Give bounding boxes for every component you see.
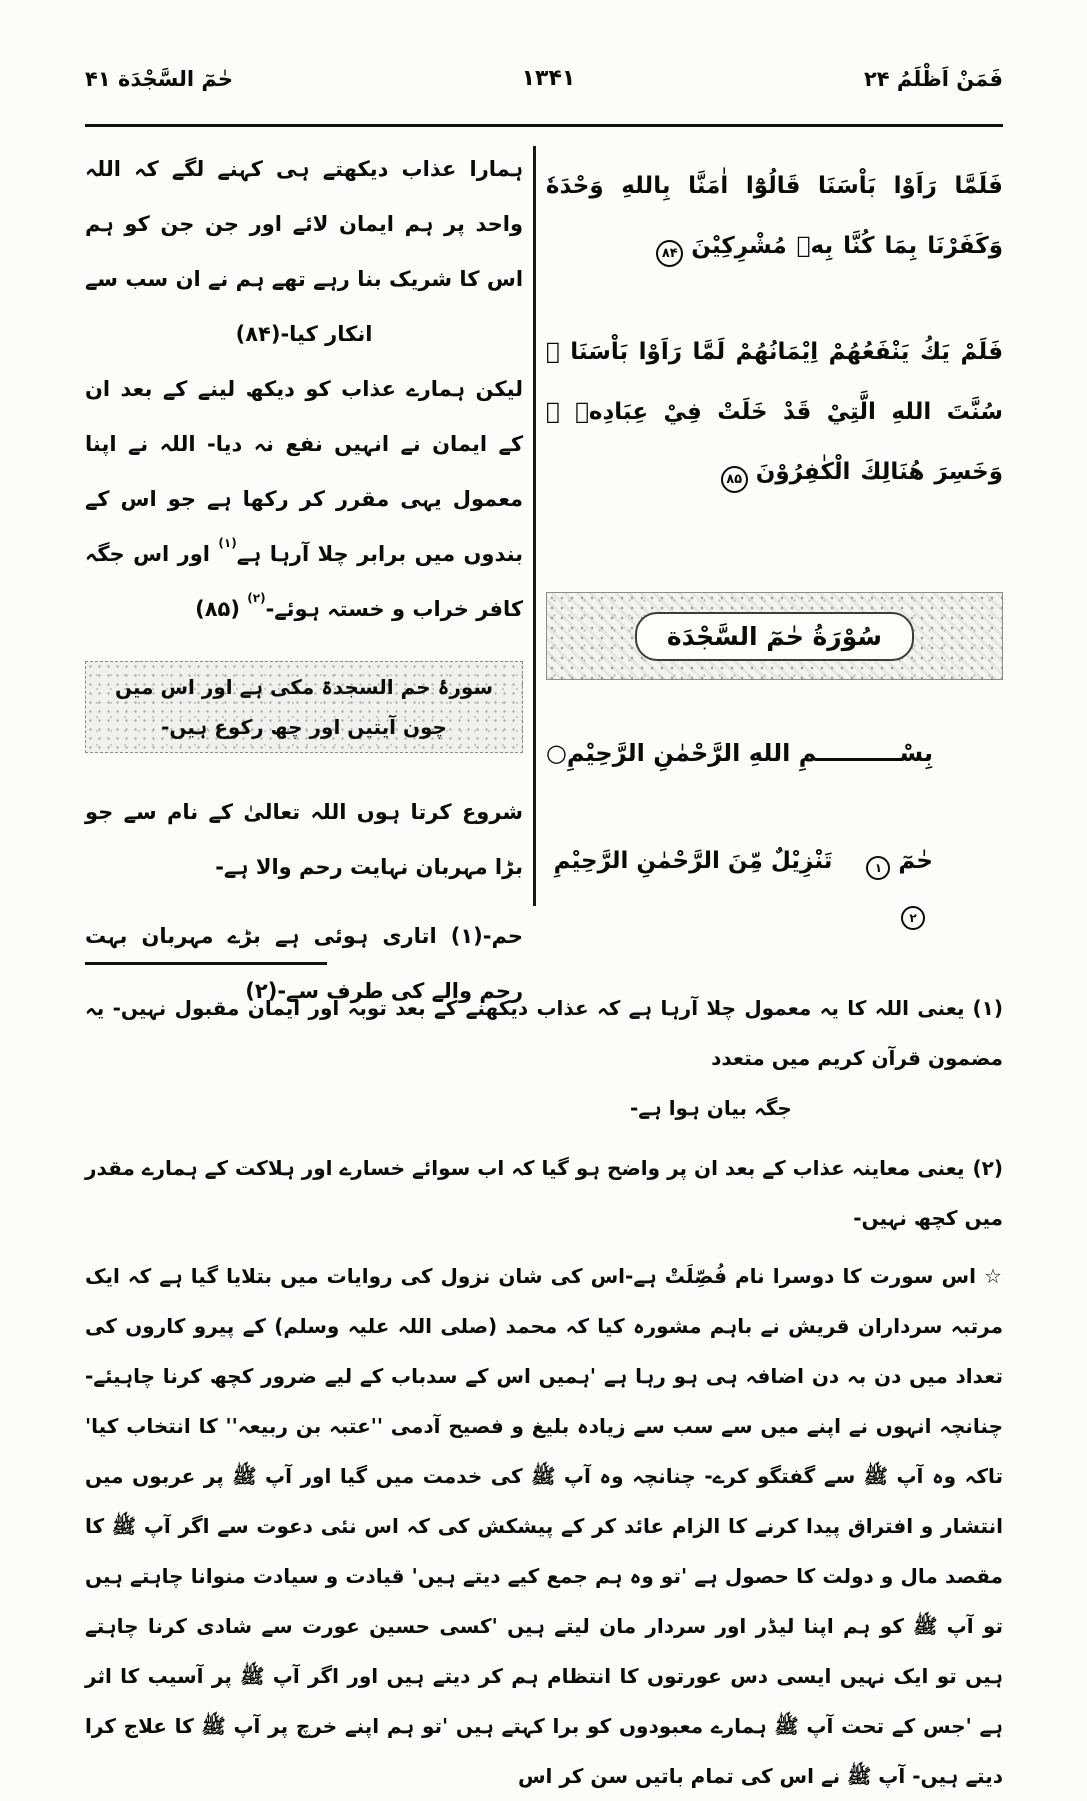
translation-verse-85: [85, 362, 523, 637]
footnote-1-marker: (۱): [972, 996, 1003, 1020]
translation-verse-85-number: (۸۵): [195, 597, 248, 621]
footnote-2-marker: (۲): [972, 1156, 1003, 1180]
translation-verse-84: ہمارا عذاب دیکھتے ہی کہنے لگے کہ اللہ واحد پر ہم ایمان لائے اور جن جن کو ہم اس کا شریک بنا رہے تھے ہم نے ان سب سے انکار کیا-(۸۴): [85, 157, 524, 346]
star-icon: ☆: [983, 1264, 1003, 1288]
arabic-verse-84-text: فَلَمَّا رَاَوْا بَاْسَنَا قَالُوْٓا اٰمَنَّا بِاللهِ وَحْدَهٗ وَكَفَرْنَا بِمَا كُنَّا بِهٖ مُشْرِكِيْنَ: [545, 173, 1003, 259]
bismillah-arabic: بِسْــــــــــمِ اللهِ الرَّحْمٰنِ الرَّحِيْمِ○: [545, 739, 933, 767]
footnotes-section: [85, 962, 1003, 1801]
juz-running-title: فَمَنْ اَظْلَمُ ۲۴: [863, 67, 1003, 91]
footnote-2: [85, 1143, 1003, 1243]
page-number: ۱۳۴۱: [521, 66, 576, 91]
footnote-separator: [85, 962, 327, 965]
arabic-verse-84: [546, 142, 1003, 276]
quran-column: [545, 142, 1003, 925]
main-content: [85, 142, 1003, 1003]
arabic-verses-1-2: [546, 836, 1003, 936]
surah-info-box: [85, 661, 523, 753]
surah-title-cartouche: سُوْرَةُ حٰمٓ السَّجْدَة: [635, 612, 914, 661]
ayah-number-85: ۸۵: [721, 466, 748, 493]
footnote-2-text: یعنی معاینہ عذاب کے بعد ان پر واضح ہو گیا کہ اب سوائے خسارے اور ہلاکت کے ہمارے مقدر میں کچھ نہیں-: [85, 1156, 1003, 1230]
arabic-verse-2-text: تَنْزِيْلٌ مِّنَ الرَّحْمٰنِ الرَّحِيْمِ: [553, 848, 833, 874]
footnote-1-continuation: جگہ بیان ہوا ہے-: [630, 1096, 792, 1120]
translation-column: [85, 142, 524, 1003]
footnote-ref-1: (۱): [218, 536, 237, 550]
surah-running-title: حٰمٓ السَّجْدَة ۴۱: [85, 67, 233, 91]
bismillah-translation: شروع کرتا ہوں اللہ تعالیٰ کے نام سے جو بڑا مہربان نہایت رحم والا ہے-: [85, 800, 524, 879]
ayah-number-1: ۱: [866, 856, 890, 880]
arabic-verse-1-text: حٰمٓ: [898, 848, 933, 874]
header-rule: [85, 124, 1003, 127]
ayah-number-2: ۲: [901, 906, 925, 930]
arabic-verse-85-text: فَلَمْ يَكُ يَنْفَعُهُمْ اِيْمَانُهُمْ لَمَّا رَاَوْا بَاْسَنَا ۚ سُنَّتَ اللهِ الَّتِيْ قَدْ خَلَتْ فِيْ عِبَادِهٖ ۚ وَخَسِرَ هُنَالِكَ الْكٰفِرُوْنَ: [545, 339, 1003, 485]
footnote-1: [85, 983, 1003, 1083]
surah-info-text: سورۂ حم السجدۃ مکی ہے اور اس میں چون آیتیں اور چھ رکوع ہیں-: [114, 675, 494, 739]
arabic-verse-85: [546, 322, 1003, 502]
translation-verse-85-text-1: لیکن ہمارے عذاب کو دیکھ لینے کے بعد ان کے ایمان نے انہیں نفع نہ دیا- اللہ نے اپنا معمول یہی مقرر کر رکھا ہے جو اس کے بندوں میں برابر چلا آرہا ہے: [85, 377, 524, 566]
footnote-1-text: یعنی اللہ کا یہ معمول چلا آرہا ہے کہ عذاب دیکھنے کے بعد توبہ اور ایمان مقبول نہیں- یہ مضمون قرآن کریم میں متعدد: [85, 996, 1003, 1070]
footnote-star: [85, 1251, 1003, 1801]
page-header: [85, 66, 1003, 91]
footnote-star-text: اس سورت کا دوسرا نام فُصِّلَتْ ہے-اس کی شان نزول کی روایات میں بتلایا گیا ہے کہ ایک مرتبہ سرداران قریش نے باہم مشورہ کیا کہ محمد (صلی اللہ علیہ وسلم) کے پیرو کاروں کی تعداد میں دن بہ دن اضافہ ہی ہو رہا ہے 'ہمیں اس کے سدباب کے لیے ضرور کچھ کرنا چاہیئے- چنانچہ انہوں نے اپنے میں سے سب سے زیادہ بلیغ و فصیح آدمی ''عتبہ بن ربیعہ'' کا انتخاب کیا' تاکہ وہ آپ ﷺ سے گفتگو کرے- چنانچہ وہ آپ ﷺ کی خدمت میں گیا اور آپ ﷺ پر عربوں میں انتشار و افتراق پیدا کرنے کا الزام عائد کر کے پیشکش کی کہ اس نئی دعوت سے اگر آپ ﷺ کا مقصد مال و دولت کا حصول ہے 'تو وہ ہم جمع کیے دیتے ہیں' قیادت و سیادت منوانا چاہتے ہیں تو آپ ﷺ کو ہم اپنا لیڈر اور سردار مان لیتے ہیں 'کسی حسین عورت سے شادی کرنا چاہتے ہیں تو ایک نہیں ایسی دس عورتوں کا انتظام ہم کر دیتے ہیں اور اگر آپ ﷺ پر آسیب کا اثر ہے 'جس کے تحت آپ ﷺ ہمارے معبودوں کو برا کہتے ہیں 'تو ہم اپنے خرچ پر آپ ﷺ کا علاج کرا دیتے ہیں- آپ ﷺ نے اس کی تمام باتیں سن کر اس: [85, 1264, 1003, 1788]
ayah-number-84: ۸۴: [656, 240, 683, 267]
translation-verse-85-text-2: اور اس جگہ کافر خراب و خستہ ہوئے-: [85, 542, 524, 621]
surah-title-band: [546, 592, 1003, 680]
column-divider: [533, 146, 536, 906]
translation-verses-1-2: حم-(۱) اتاری ہوئی ہے بڑے مہربان بہت رحم والے کی طرف سے-(۲): [85, 924, 524, 1003]
footnote-ref-2: (۲): [247, 591, 266, 605]
